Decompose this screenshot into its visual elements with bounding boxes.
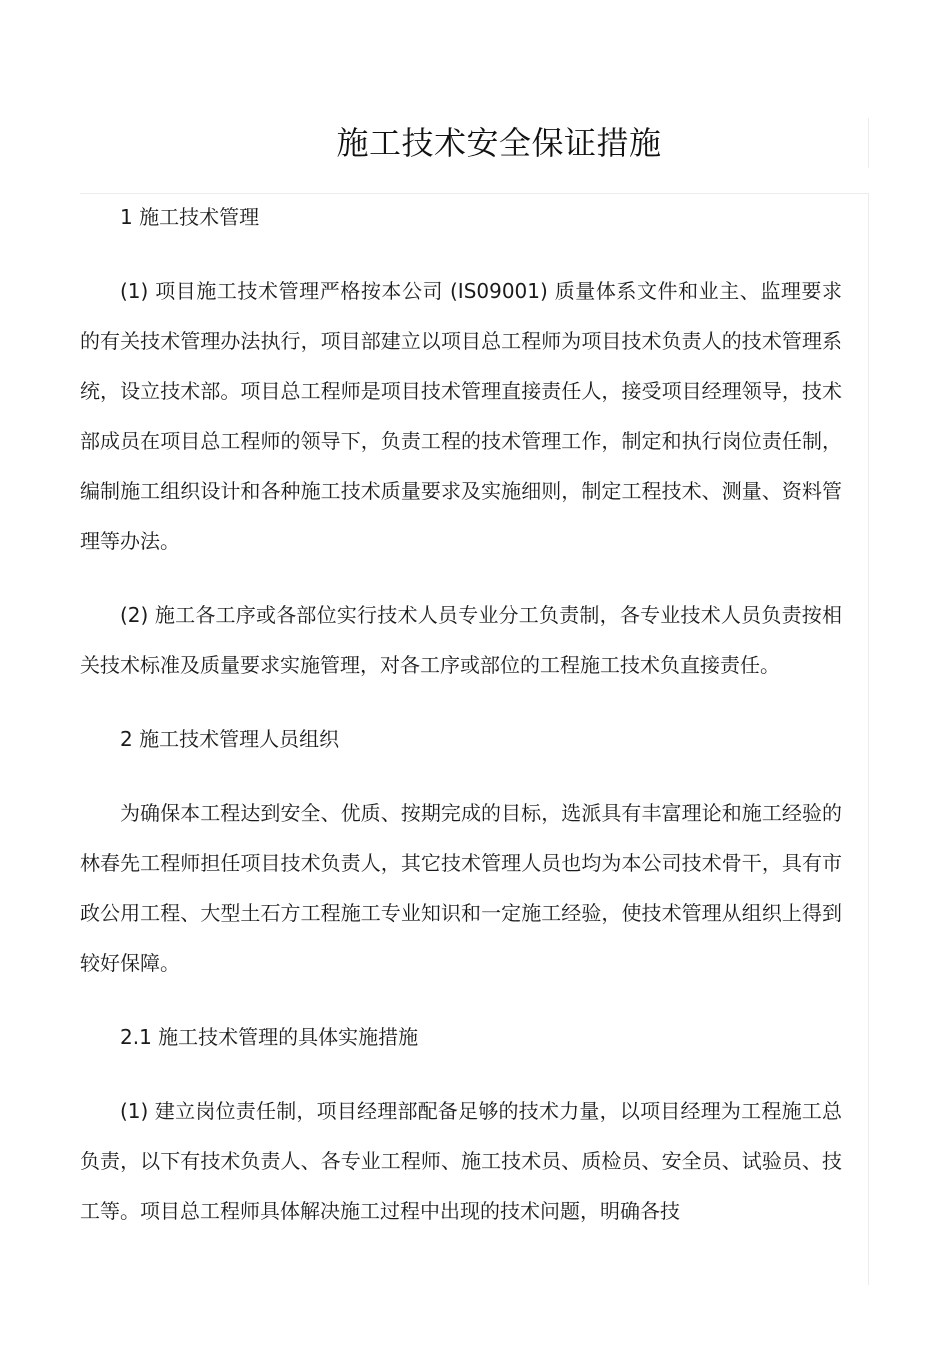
paragraph-1-2: (2) 施工各工序或各部位实行技术人员专业分工负责制，各专业技术人员负责按相关技术标准及质量要求实施管理，对各工序或部位的工程施工技术负直接责任。 xyxy=(80,603,842,677)
section-heading-1: 1 施工技术管理 xyxy=(120,205,260,229)
document-title: 施工技术安全保证措施 xyxy=(336,124,662,162)
section-heading-2: 2 施工技术管理人员组织 xyxy=(120,727,340,751)
section-heading-2-1: 2.1 施工技术管理的具体实施措施 xyxy=(120,1025,419,1049)
page-edge-line xyxy=(868,193,869,1285)
paragraph-2-1: (1) 建立岗位责任制，项目经理部配备足够的技术力量，以项目经理为工程施工总负责，以下有技术负责人、各专业工程师、施工技术员、质检员、安全员、试验员、技工等。项目总工程师具体解决施工过程中出现的技术问题，明确各技 xyxy=(80,1099,842,1223)
paragraph-1-1: (1) 项目施工技术管理严格按本公司 (IS09001) 质量体系文件和业主、监理要求的有关技术管理办法执行，项目部建立以项目总工程师为项目技术负责人的技术管理系统，设立技术部。项目总工程师是项目技术管理直接责任人，接受项目经理领导，技术部成员在项目总工程师的领导下，负责工程的技术管理工作，制定和执行岗位责任制，编制施工组织设计和各种施工技术质量要求及实施细则，制定工程技术、测量、资料管理等办法。 xyxy=(80,279,842,553)
document-body xyxy=(80,192,842,1236)
paragraph-2: 为确保本工程达到安全、优质、按期完成的目标，选派具有丰富理论和施工经验的林春先工程师担任项目技术负责人，其它技术管理人员也均为本公司技术骨干，具有市政公用工程、大型土石方工程施工专业知识和一定施工经验，使技术管理从组织上得到较好保障。 xyxy=(80,801,842,975)
